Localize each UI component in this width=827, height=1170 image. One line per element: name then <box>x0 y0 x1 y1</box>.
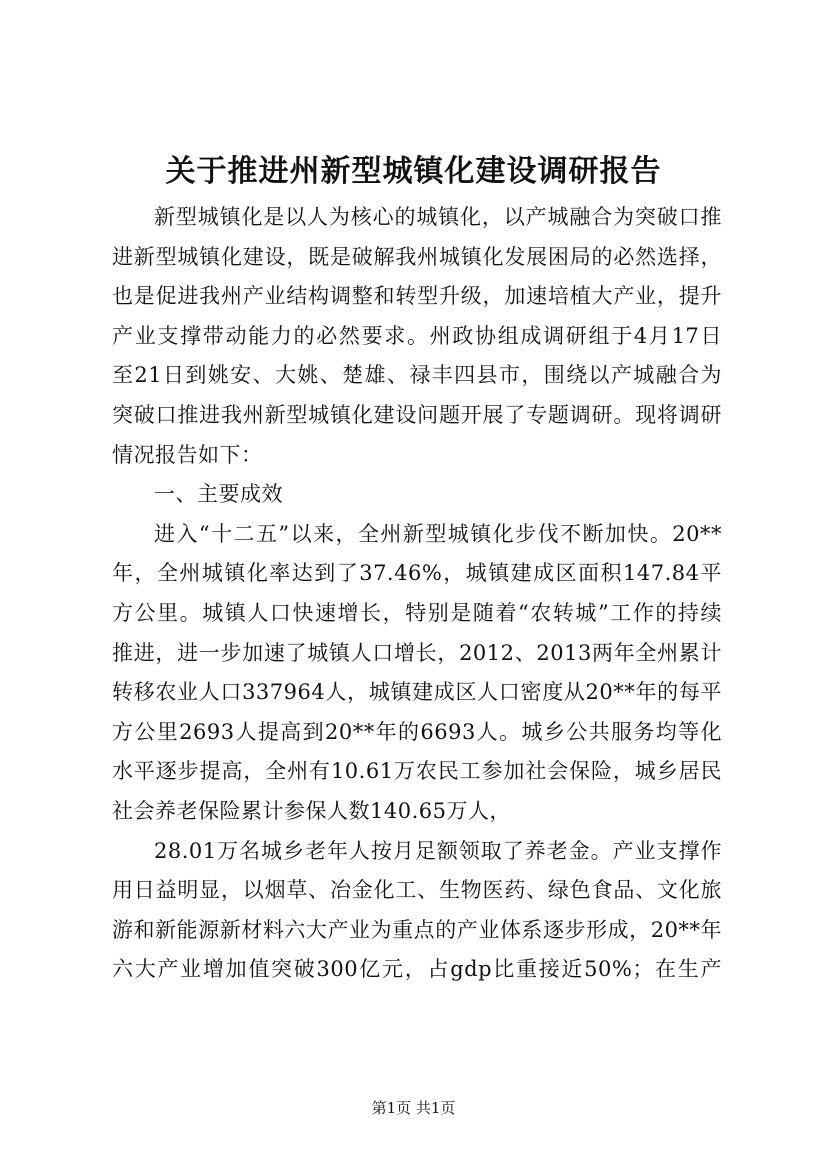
paragraph-line: 新型城镇化是以人为核心的城镇化，以产城融合为突破口推 <box>154 205 722 229</box>
paragraph-line: 社会养老保险累计参保人数140.65万人， <box>112 798 511 823</box>
paragraph-line: 水平逐步提高，全州有10.61万农民工参加社会保险，城乡居民 <box>112 759 722 784</box>
paragraph-line: 方公里2693人提高到20**年的6693人。城乡公共服务均等化 <box>112 719 722 744</box>
paragraph-line: 至21日到姚安、大姚、楚雄、禄丰四县市，围绕以产城融合为 <box>112 363 722 388</box>
document-body <box>112 198 722 990</box>
paragraph-line: 也是促进我州产业结构调整和转型升级，加速培植大产业，提升 <box>112 284 722 309</box>
paragraph-line: 推进，进一步加速了城镇人口增长，2012、2013两年全州累计 <box>112 640 722 665</box>
paragraph-line: 游和新能源新材料六大产业为重点的产业体系逐步形成，20**年 <box>112 917 722 942</box>
paragraph-line: 进新型城镇化建设，既是破解我州城镇化发展困局的必然选择， <box>112 244 722 269</box>
paragraph-line: 产业支撑带动能力的必然要求。州政协组成调研组于4月17日 <box>112 323 722 348</box>
paragraph-line: 进入“十二五”以来，全州新型城镇化步伐不断加快。20** <box>154 521 722 546</box>
paragraph-line: 突破口推进我州新型城镇化建设问题开展了专题调研。现将调研 <box>112 402 722 427</box>
paragraph-line: 用日益明显，以烟草、冶金化工、生物医药、绿色食品、文化旅 <box>112 878 722 903</box>
paragraph-line: 六大产业增加值突破300亿元，占gdp比重接近50%；在生产 <box>112 957 722 982</box>
paragraph-line: 年，全州城镇化率达到了37.46%，城镇建成区面积147.84平 <box>112 561 722 586</box>
document-title: 关于推进州新型城镇化建设调研报告 <box>165 154 662 189</box>
page-number: 第1页 共1页 <box>371 1099 456 1117</box>
paragraph-line: 28.01万名城乡老年人按月足额领取了养老金。产业支撑作 <box>154 838 722 863</box>
paragraph-line: 方公里。城镇人口快速增长，特别是随着“农转城”工作的持续 <box>112 600 722 625</box>
section-heading: 一、主要成效 <box>154 482 283 507</box>
paragraph-line: 情况报告如下： <box>112 442 263 467</box>
paragraph-line: 转移农业人口337964人，城镇建成区人口密度从20**年的每平 <box>112 680 722 705</box>
